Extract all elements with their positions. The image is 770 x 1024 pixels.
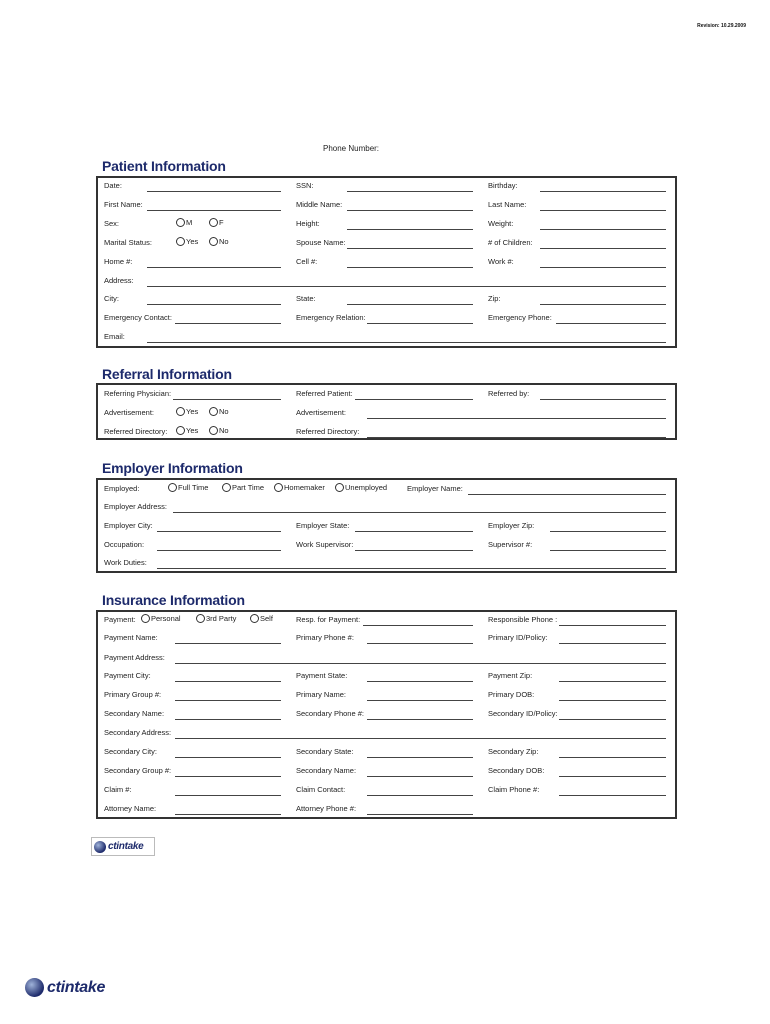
payment-label: Payment: <box>104 615 136 624</box>
radio-circle-icon <box>222 483 231 492</box>
primary-dob-label: Primary DOB: <box>488 690 535 699</box>
zip-label: Zip: <box>488 294 501 303</box>
ctintake-logo-large <box>25 978 105 997</box>
secondary-name2-field[interactable] <box>367 776 473 777</box>
claim-label: Claim #: <box>104 785 132 794</box>
claim-field[interactable] <box>175 795 281 796</box>
radio-circle-icon <box>274 483 283 492</box>
secondary-zip-label: Secondary Zip: <box>488 747 539 756</box>
first-name-label: First Name: <box>104 200 143 209</box>
full-time-label: Full Time <box>178 483 209 492</box>
radio-circle-icon <box>196 614 205 623</box>
payment-zip-label: Payment Zip: <box>488 671 533 680</box>
employer-section-box <box>96 478 677 573</box>
employer-zip-field[interactable] <box>550 531 666 532</box>
employer-name-field[interactable] <box>468 494 666 495</box>
marital-no-label: No <box>219 237 229 246</box>
part-time-radio[interactable] <box>222 483 264 492</box>
state-label: State: <box>296 294 316 303</box>
sex-f-radio[interactable] <box>209 218 224 227</box>
address-label: Address: <box>104 276 134 285</box>
secondary-name-label: Secondary Name: <box>104 709 165 718</box>
part-time-label: Part Time <box>232 483 265 492</box>
primary-group-label: Primary Group #: <box>104 690 162 699</box>
employer-state-field[interactable] <box>355 531 473 532</box>
full-time-radio[interactable] <box>168 483 208 492</box>
resp-payment-label: Resp. for Payment: <box>296 615 361 624</box>
insurance-section-title: Insurance Information <box>102 592 245 608</box>
work-supervisor-field[interactable] <box>355 550 473 551</box>
referred-directory-detail-field[interactable] <box>367 437 666 438</box>
children-label: # of Children: <box>488 238 533 247</box>
secondary-dob-label: Secondary DOB: <box>488 766 545 775</box>
state-field[interactable] <box>347 304 473 305</box>
home-phone-field[interactable] <box>147 267 281 268</box>
radio-circle-icon <box>168 483 177 492</box>
work-phone-field[interactable] <box>540 267 666 268</box>
sex-m-label: M <box>186 218 193 227</box>
weight-label: Weight: <box>488 219 514 228</box>
secondary-phone-field[interactable] <box>367 719 473 720</box>
advertisement-yes-radio[interactable] <box>176 407 198 416</box>
primary-phone-label: Primary Phone #: <box>296 633 354 642</box>
radio-circle-icon <box>176 237 185 246</box>
marital-status-label: Marital Status: <box>104 238 152 247</box>
attorney-name-field[interactable] <box>175 814 281 815</box>
attorney-phone-label: Attorney Phone #: <box>296 804 357 813</box>
birthday-label: Birthday: <box>488 181 518 190</box>
radio-circle-icon <box>209 218 218 227</box>
payment-name-field[interactable] <box>175 643 281 644</box>
primary-phone-field[interactable] <box>367 643 473 644</box>
emergency-contact-field[interactable] <box>175 323 281 324</box>
sex-label: Sex: <box>104 219 120 228</box>
referred-directory-label: Referred Directory: <box>104 427 168 436</box>
employed-label: Employed: <box>104 484 140 493</box>
date-field[interactable] <box>147 191 281 192</box>
attorney-phone-field[interactable] <box>367 814 473 815</box>
payment-zip-field[interactable] <box>559 681 666 682</box>
marital-yes-radio[interactable] <box>176 237 198 246</box>
third-party-label: 3rd Party <box>206 614 237 623</box>
spouse-name-label: Spouse Name: <box>296 238 346 247</box>
radio-circle-icon <box>176 218 185 227</box>
revision-label: Revision: 10.29.2009 <box>697 23 746 29</box>
secondary-state-label: Secondary State: <box>296 747 354 756</box>
email-label: Email: <box>104 332 125 341</box>
radio-circle-icon <box>250 614 259 623</box>
date-label: Date: <box>104 181 122 190</box>
middle-name-field[interactable] <box>347 210 473 211</box>
ssn-label: SSN: <box>296 181 314 190</box>
occupation-field[interactable] <box>157 550 281 551</box>
responsible-phone-label: Responsible Phone : <box>488 615 558 624</box>
claim-contact-field[interactable] <box>367 795 473 796</box>
home-phone-label: Home #: <box>104 257 133 266</box>
secondary-name-field[interactable] <box>175 719 281 720</box>
last-name-label: Last Name: <box>488 200 527 209</box>
radio-circle-icon <box>176 407 185 416</box>
phone-number-label: Phone Number: <box>323 144 380 153</box>
payment-state-field[interactable] <box>367 681 473 682</box>
unemployed-label: Unemployed <box>345 483 388 492</box>
claim-phone-field[interactable] <box>559 795 666 796</box>
secondary-state-field[interactable] <box>367 757 473 758</box>
secondary-group-label: Secondary Group #: <box>104 766 172 775</box>
personal-label: Personal <box>151 614 181 623</box>
zip-field[interactable] <box>540 304 666 305</box>
third-party-radio[interactable] <box>196 614 236 623</box>
cell-phone-label: Cell #: <box>296 257 318 266</box>
radio-circle-icon <box>141 614 150 623</box>
globe-icon <box>94 841 106 853</box>
employer-state-label: Employer State: <box>296 521 350 530</box>
secondary-address-label: Secondary Address: <box>104 728 172 737</box>
marital-no-radio[interactable] <box>209 237 229 246</box>
claim-contact-label: Claim Contact: <box>296 785 346 794</box>
sex-m-radio[interactable] <box>176 218 192 227</box>
email-field[interactable] <box>147 342 666 343</box>
birthday-field[interactable] <box>540 191 666 192</box>
payment-city-label: Payment City: <box>104 671 151 680</box>
secondary-dob-field[interactable] <box>559 776 666 777</box>
advertisement-no-label: No <box>219 407 229 416</box>
spouse-name-field[interactable] <box>347 248 473 249</box>
cell-phone-field[interactable] <box>347 267 473 268</box>
employer-zip-label: Employer Zip: <box>488 521 535 530</box>
secondary-city-label: Secondary City: <box>104 747 157 756</box>
work-supervisor-label: Work Supervisor: <box>296 540 354 549</box>
last-name-field[interactable] <box>540 210 666 211</box>
employer-city-field[interactable] <box>157 531 281 532</box>
patient-section-title: Patient Information <box>102 158 226 174</box>
advertisement-label: Advertisement: <box>104 408 155 417</box>
attorney-name-label: Attorney Name: <box>104 804 157 813</box>
employer-address-field[interactable] <box>173 512 666 513</box>
emergency-phone-label: Emergency Phone: <box>488 313 552 322</box>
work-phone-label: Work #: <box>488 257 514 266</box>
logo-small-text: ctintake <box>108 841 144 852</box>
primary-name-field[interactable] <box>367 700 473 701</box>
middle-name-label: Middle Name: <box>296 200 343 209</box>
referred-by-label: Referred by: <box>488 389 530 398</box>
referral-section-title: Referral Information <box>102 366 232 382</box>
advertisement-no-radio[interactable] <box>209 407 229 416</box>
work-duties-label: Work Duties: <box>104 558 147 567</box>
radio-circle-icon <box>176 426 185 435</box>
primary-dob-field[interactable] <box>559 700 666 701</box>
insurance-section-box <box>96 610 677 819</box>
city-label: City: <box>104 294 119 303</box>
supervisor-phone-field[interactable] <box>550 550 666 551</box>
personal-radio[interactable] <box>141 614 181 623</box>
occupation-label: Occupation: <box>104 540 145 549</box>
secondary-address-field[interactable] <box>175 738 666 739</box>
height-label: Height: <box>296 219 320 228</box>
referred-patient-field[interactable] <box>355 399 473 400</box>
employer-city-label: Employer City: <box>104 521 153 530</box>
secondary-phone-label: Secondary Phone #: <box>296 709 364 718</box>
radio-circle-icon <box>209 237 218 246</box>
address-field[interactable] <box>147 286 666 287</box>
self-radio[interactable] <box>250 614 273 623</box>
emergency-relation-field[interactable] <box>367 323 473 324</box>
primary-id-field[interactable] <box>559 643 666 644</box>
secondary-group-field[interactable] <box>175 776 281 777</box>
referred-directory-detail-label: Referred Directory: <box>296 427 360 436</box>
referring-physician-label: Referring Physician: <box>104 389 172 398</box>
children-field[interactable] <box>540 248 666 249</box>
payment-state-label: Payment State: <box>296 671 348 680</box>
payment-address-field[interactable] <box>175 663 666 664</box>
resp-payment-field[interactable] <box>363 625 473 626</box>
height-field[interactable] <box>347 229 473 230</box>
primary-id-label: Primary ID/Policy: <box>488 633 548 642</box>
first-name-field[interactable] <box>147 210 281 211</box>
emergency-contact-label: Emergency Contact: <box>104 313 172 322</box>
secondary-zip-field[interactable] <box>559 757 666 758</box>
city-field[interactable] <box>147 304 281 305</box>
payment-address-label: Payment Address: <box>104 653 165 662</box>
advertisement-detail-label: Advertisement: <box>296 408 347 417</box>
logo-large-text: ctintake <box>47 978 106 996</box>
advertisement-detail-field[interactable] <box>367 418 666 419</box>
work-duties-field[interactable] <box>157 568 666 569</box>
secondary-name2-label: Secondary Name: <box>296 766 357 775</box>
employer-section-title: Employer Information <box>102 460 243 476</box>
primary-group-field[interactable] <box>175 700 281 701</box>
directory-yes-label: Yes <box>186 426 199 435</box>
directory-no-label: No <box>219 426 229 435</box>
sex-f-label: F <box>219 218 224 227</box>
primary-name-label: Primary Name: <box>296 690 347 699</box>
directory-no-radio[interactable] <box>209 426 229 435</box>
marital-yes-label: Yes <box>186 237 199 246</box>
secondary-id-field[interactable] <box>559 719 666 720</box>
advertisement-yes-label: Yes <box>186 407 199 416</box>
employer-address-label: Employer Address: <box>104 502 167 511</box>
supervisor-phone-label: Supervisor #: <box>488 540 533 549</box>
payment-city-field[interactable] <box>175 681 281 682</box>
radio-circle-icon <box>335 483 344 492</box>
emergency-phone-field[interactable] <box>556 323 666 324</box>
secondary-id-label: Secondary ID/Policy: <box>488 709 558 718</box>
referred-by-field[interactable] <box>540 399 666 400</box>
referred-patient-label: Referred Patient: <box>296 389 353 398</box>
homemaker-radio[interactable] <box>274 483 325 492</box>
homemaker-label: Homemaker <box>284 483 325 492</box>
radio-circle-icon <box>209 407 218 416</box>
ssn-field[interactable] <box>347 191 473 192</box>
responsible-phone-field[interactable] <box>559 625 666 626</box>
employer-name-label: Employer Name: <box>407 484 463 493</box>
directory-yes-radio[interactable] <box>176 426 198 435</box>
payment-name-label: Payment Name: <box>104 633 158 642</box>
unemployed-radio[interactable] <box>335 483 387 492</box>
globe-icon <box>25 978 44 997</box>
secondary-city-field[interactable] <box>175 757 281 758</box>
emergency-relation-label: Emergency Relation: <box>296 313 366 322</box>
radio-circle-icon <box>209 426 218 435</box>
weight-field[interactable] <box>540 229 666 230</box>
ctintake-logo-small <box>91 837 155 856</box>
claim-phone-label: Claim Phone #: <box>488 785 540 794</box>
self-label: Self <box>260 614 273 623</box>
referring-physician-field[interactable] <box>173 399 281 400</box>
